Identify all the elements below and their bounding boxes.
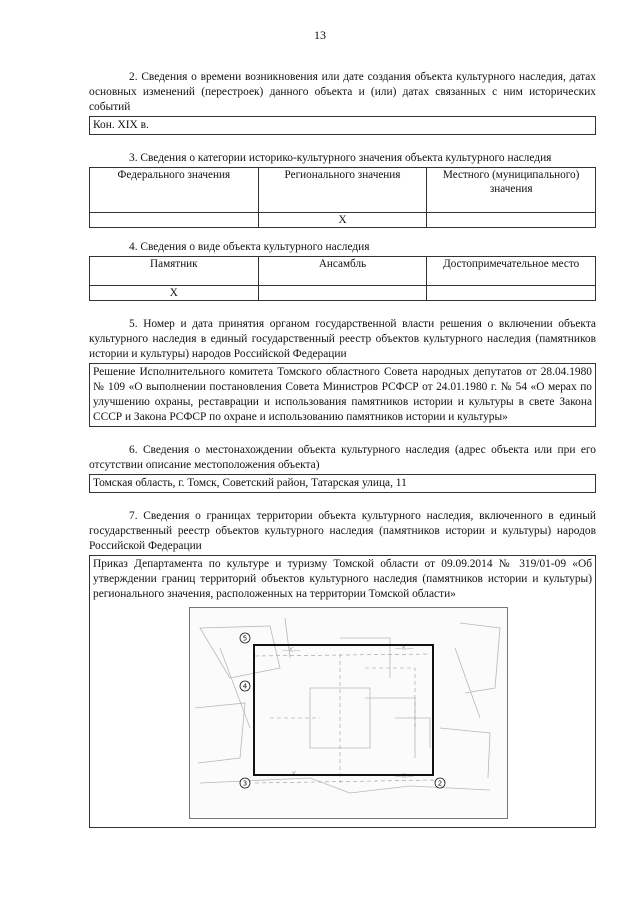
type-monument-header: Памятник [90,257,259,286]
table-row [90,168,596,213]
page-number: 13 [314,28,326,42]
section-2-heading: 2. Сведения о времени возникновения или дате создания объекта культурного наследия, датах основных изменений (перестроек) данного объекта и (или) датах связанных с ним исторических событий [89,71,596,113]
type-table [89,256,596,301]
section-7-value: Приказ Департамента по культуре и туризму Томской области от 09.09.2014 № 319/01-09 «Об утверждении границ территорий объектов культурного наследия (памятников истории и культуры) регионального значения, расположенных на территории Томской области» [89,555,596,603]
type-ensemble-mark [258,286,427,301]
boundary-point-label: 5 [242,634,248,643]
section-5-heading: 5. Номер и дата принятия органом государственной власти решения о включении объекта культурного наследия в единый государственный реестр объектов культурного наследия (памятников истории и культуры) народов Российской Федерации [89,318,596,360]
category-federal-mark [90,213,259,228]
section-6-heading: 6. Сведения о местонахождении объекта культурного наследия (адрес объекта или при его отсутствии описание местоположения объекта) [89,444,596,471]
type-landmark-header: Достопримечательное место [427,257,596,286]
section-4-heading: 4. Сведения о виде объекта культурного наследия [129,241,370,253]
category-regional-mark: Х [258,213,427,228]
category-table [89,167,596,228]
boundary-outline [254,645,433,775]
table-row [90,286,596,301]
svg-text:—K—: —K— [395,644,414,652]
document-body [89,70,596,828]
boundary-point-label: 4 [242,682,248,691]
type-monument-mark: Х [90,286,259,301]
svg-text:—K—: —K— [395,772,414,780]
boundary-point-label: 2 [437,779,443,788]
category-local-mark [427,213,596,228]
svg-text:—K—: —K— [282,646,301,654]
boundary-point-label: 3 [242,779,248,788]
table-row [90,213,596,228]
section-5-value: Решение Исполнительного комитета Томского областного Совета народных депутатов от 28.04.1980 № 109 «О выполнении постановления Совета Министров РСФСР от 24.01.1980 г. № 54 «О мерах по улучшению охраны, реставрации и использования памятников истории и культуры в свете Закона СССР и Закона РСФСР по охране и использованию памятников истории и культуры» [89,363,596,427]
type-ensemble-header: Ансамбль [258,257,427,286]
category-regional-header: Регионального значения [258,168,427,213]
svg-text:—K—: —K— [285,770,304,778]
section-6-value: Томская область, г. Томск, Советский район, Татарская улица, 11 [89,474,596,493]
section-3-heading: 3. Сведения о категории историко-культурного значения объекта культурного наследия [129,152,552,164]
category-local-header: Местного (муниципального) значения [427,168,596,213]
boundary-map [189,607,508,819]
type-landmark-mark [427,286,596,301]
category-federal-header: Федерального значения [90,168,259,213]
map-container [89,603,596,828]
section-7-heading: 7. Сведения о границах территории объекта культурного наследия, включенного в единый государственный реестр объектов культурного наследия (памятников истории и культуры) народов Российской Федерации [89,510,596,552]
boundary-map-drawing [190,608,507,818]
section-2-value: Кон. XIX в. [89,116,596,135]
table-row [90,257,596,286]
